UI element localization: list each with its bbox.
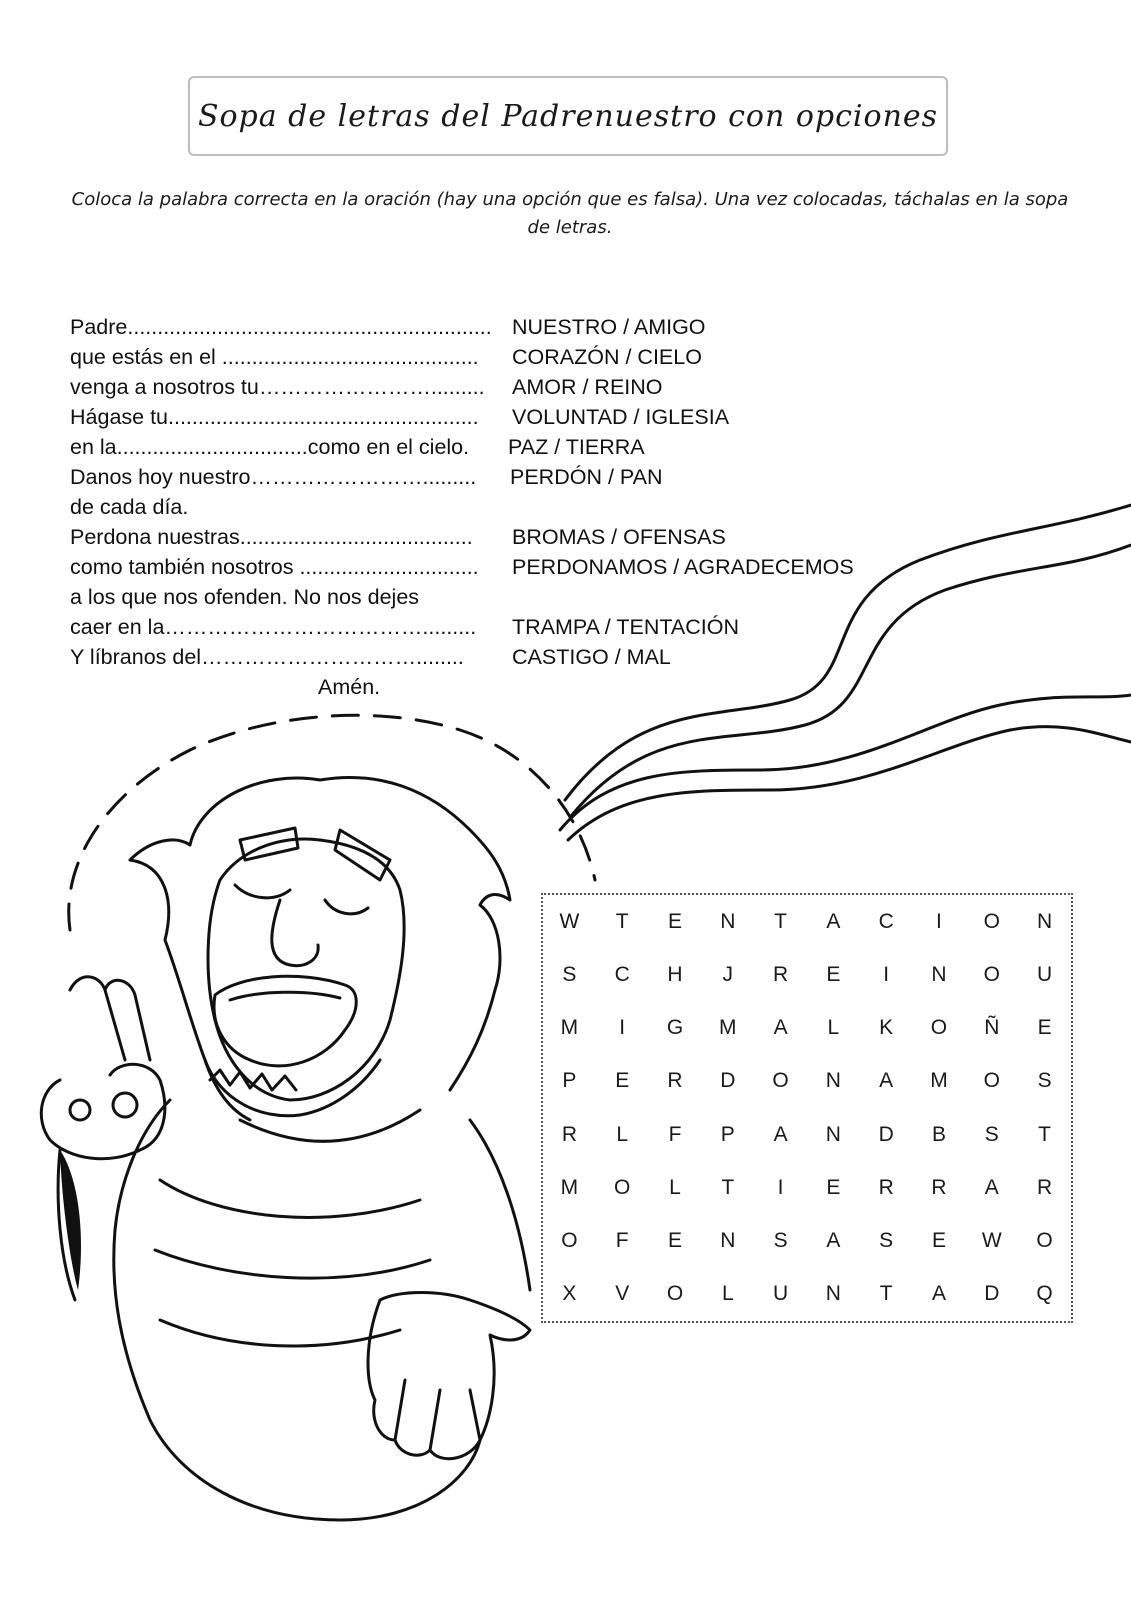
letter-cell: S [773,1229,788,1253]
letter-cell: N [931,962,947,986]
letter-cell: A [826,909,841,933]
letter-cell: D [984,1282,1000,1306]
letter-cell: S [1037,1069,1052,1093]
letter-cell: N [825,1122,841,1146]
letter-cell: X [562,1282,577,1306]
letter-cell: E [826,962,841,986]
letter-cell: E [667,909,682,933]
prayer-text: Perdona nuestras....................................... [70,525,473,549]
amen-text: Amén. [318,675,381,699]
finger-tip [113,1093,137,1117]
word-search-box [541,893,1073,1323]
letter-cell: D [720,1069,736,1093]
prayer-text: venga a nosotros tu……………………......... [70,375,485,399]
hair-outline [130,777,510,1090]
letter-cell: R [667,1069,683,1093]
prayer-text: Hágase tu.................................................... [70,405,479,429]
letter-cell: A [879,1069,894,1093]
letter-cell: U [773,1282,789,1306]
prayer-text: Y líbranos del…………………………........ [70,645,464,669]
ribbon-line [568,727,1131,840]
prayer-text: a los que nos ofenden. No nos dejes [70,585,420,609]
letter-cell: D [878,1122,894,1146]
letter-cell: O [772,1069,789,1093]
open-hand [368,1293,530,1459]
letter-cell: W [559,909,580,933]
letter-cell: O [983,909,1000,933]
prayer-options: BROMAS / OFENSAS [512,525,726,549]
letter-cell: O [983,1069,1000,1093]
letter-cell: E [667,1229,682,1253]
letter-cell: A [984,1175,999,1199]
prayer-options: PAZ / TIERRA [508,435,645,459]
instructions: Coloca la palabra correcta en la oración (hay una opción que es falsa). Una vez colocadas, táchalas en la sopa de letras. [71,189,1069,238]
eyebrow-right [335,830,390,880]
letter-cell: A [773,1016,788,1040]
eye-right [325,900,368,914]
letter-cell: I [936,909,942,933]
letter-cell: W [981,1229,1002,1253]
letter-cell: R [561,1122,577,1146]
robe-fold [160,1180,420,1217]
letter-cell: A [773,1122,788,1146]
robe-fold [160,1320,400,1346]
letter-cell: M [930,1069,948,1093]
letter-cell: T [615,909,629,933]
word-search-grid [543,895,1071,1321]
mouth [214,976,356,1066]
letter-cell: A [826,1229,841,1253]
prayer-text: Danos hoy nuestro……………………......... [70,465,477,489]
letter-cell: U [1036,962,1053,986]
letter-cell: K [879,1016,894,1040]
letter-cell: T [774,909,787,933]
letter-cell: B [931,1122,946,1146]
halo-dashed [69,715,595,930]
letter-cell: M [719,1016,737,1040]
teeth-line [230,992,340,1000]
letter-cell: S [562,962,577,986]
letter-cell: O [561,1229,578,1253]
letter-cell: S [984,1122,999,1146]
letter-cell: L [721,1282,734,1306]
prayer-options: NUESTRO / AMIGO [512,315,706,339]
prayer-options: PERDÓN / PAN [510,465,663,489]
letter-cell: R [931,1175,947,1199]
nose [272,900,318,966]
page-title: Sopa de letras del Padrenuestro con opciones [197,98,939,134]
ribbon-line [572,545,1131,815]
letter-cell: J [722,962,734,986]
letter-cell: O [614,1175,631,1199]
prayer-text: Padre............................................................. [70,315,492,339]
prayer-text: como también nosotros .............................. [70,555,479,579]
letter-cell: L [827,1016,840,1040]
letter-cell: F [668,1122,682,1146]
letter-cell: A [931,1282,946,1306]
letter-cell: E [1037,1016,1052,1040]
letter-cell: I [777,1175,784,1199]
letter-cell: H [667,962,683,986]
letter-cell: I [883,962,890,986]
letter-cell: C [614,962,630,986]
letter-cell: T [1038,1122,1051,1146]
letter-cell: N [825,1282,841,1306]
letter-cell: N [720,909,736,933]
letter-cell: R [1036,1175,1053,1199]
prayer-options: TRAMPA / TENTACIÓN [512,615,739,639]
letter-cell: F [615,1229,629,1253]
finger-tip [70,1100,90,1120]
letter-cell: P [562,1069,577,1093]
letter-cell: L [616,1122,629,1146]
letter-cell: M [560,1016,579,1040]
letter-cell: Q [1036,1282,1053,1306]
letter-cell: V [615,1282,630,1306]
prayer-text: en la................................como en el cielo. [70,435,470,459]
letter-cell: O [930,1016,948,1040]
letter-cell: O [1036,1229,1053,1253]
letter-cell: I [619,1016,626,1040]
letter-cell: P [720,1122,735,1146]
hand-fingers [395,1380,480,1450]
letter-cell: E [826,1175,841,1199]
letter-cell: O [666,1282,684,1306]
prayer-options: CASTIGO / MAL [512,645,671,669]
prayer-text: que estás en el ........................................... [70,345,479,369]
robe-fold [155,1250,430,1278]
letter-cell: R [773,962,789,986]
eye-left [235,885,290,898]
robe-outline [114,1100,480,1520]
letter-cell: O [983,962,1000,986]
letter-cell: R [878,1175,894,1199]
prayer-options: PERDONAMOS / AGRADECEMOS [512,555,854,579]
letter-cell: E [615,1069,630,1093]
prayer-text: caer en la………………………………......... [70,615,477,639]
letter-cell: Ñ [984,1016,1000,1040]
prayer-options: VOLUNTAD / IGLESIA [512,405,730,429]
robe-side [470,1120,530,1290]
letter-cell: N [825,1069,841,1093]
letter-cell: E [931,1229,946,1253]
letter-cell: T [879,1282,893,1306]
letter-cell: C [878,909,894,933]
prayer-text: de cada día. [70,495,189,519]
letter-cell: T [721,1175,735,1199]
letter-cell: S [879,1229,894,1253]
letter-cell: G [666,1016,684,1040]
sleeve-shadow [60,1150,81,1290]
letter-cell: N [720,1229,736,1253]
letter-cell: M [560,1175,579,1199]
letter-cell: N [1036,909,1053,933]
letter-cell: L [669,1175,681,1199]
prayer-options: AMOR / REINO [512,375,663,399]
prayer-options: CORAZÓN / CIELO [512,345,702,369]
ribbon-line [560,695,1131,830]
